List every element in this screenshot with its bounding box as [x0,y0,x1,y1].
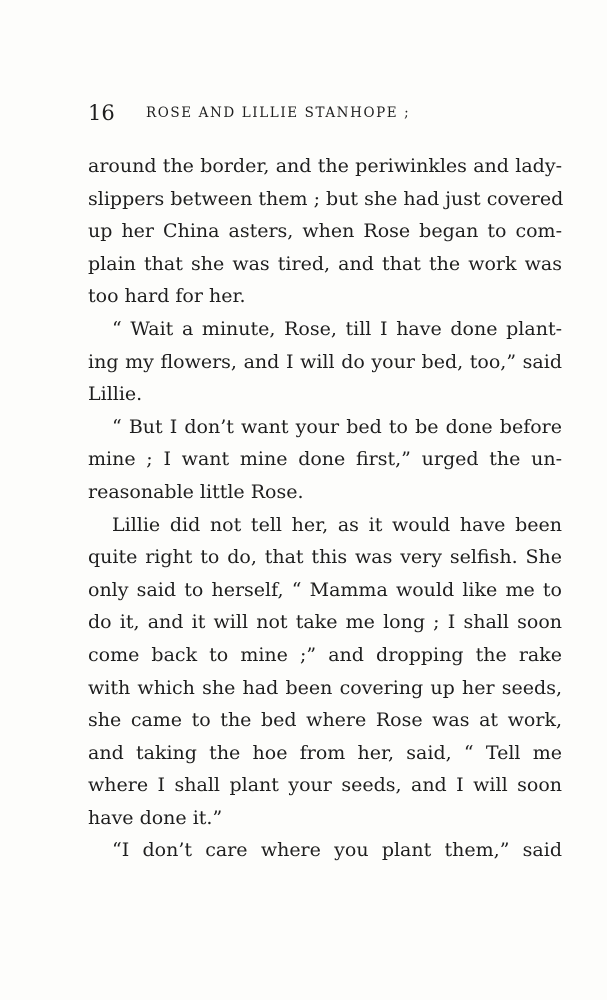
text-line: mine ; I want mine done first,” urged the un- [88,448,562,471]
text-line: reasonable little Rose. [88,480,304,503]
text-line: “ But I don’t want your bed to be done before [112,415,562,438]
text-line: only said to herself, “ Mamma would like me to [88,578,562,601]
text-line: “ Wait a minute, Rose, till I have done plant- [112,317,562,340]
page-header [88,100,563,126]
text-line: “I don’t care where you plant them,” said [112,839,562,862]
text-line: up her China asters, when Rose began to com- [88,220,562,243]
body-text [88,150,562,867]
text-line: Lillie. [88,383,143,406]
page-number: 16 [88,101,115,125]
text-line: plain that she was tired, and that the work was [88,252,562,275]
text-line: ing my flowers, and I will do your bed, too,” said [88,350,562,373]
text-line: quite right to do, that this was very selfish. She [88,546,562,569]
text-line: have done it.” [88,806,223,829]
text-line: slippers between them ; but she had just covered [88,187,564,210]
text-line: come back to mine ;” and dropping the rake [88,643,562,666]
running-head: ROSE AND LILLIE STANHOPE ; [146,105,411,121]
text-line: too hard for her. [88,285,246,308]
text-line: around the border, and the periwinkles and lady- [88,155,562,177]
text-line: and taking the hoe from her, said, “ Tell me [88,741,562,764]
text-line: with which she had been covering up her seeds, [88,676,562,699]
text-line: she came to the bed where Rose was at work, [88,709,562,732]
text-line: do it, and it will not take me long ; I shall soon [88,611,562,634]
text-line: where I shall plant your seeds, and I will soon [88,774,562,797]
text-line: Lillie did not tell her, as it would have been [112,513,562,536]
